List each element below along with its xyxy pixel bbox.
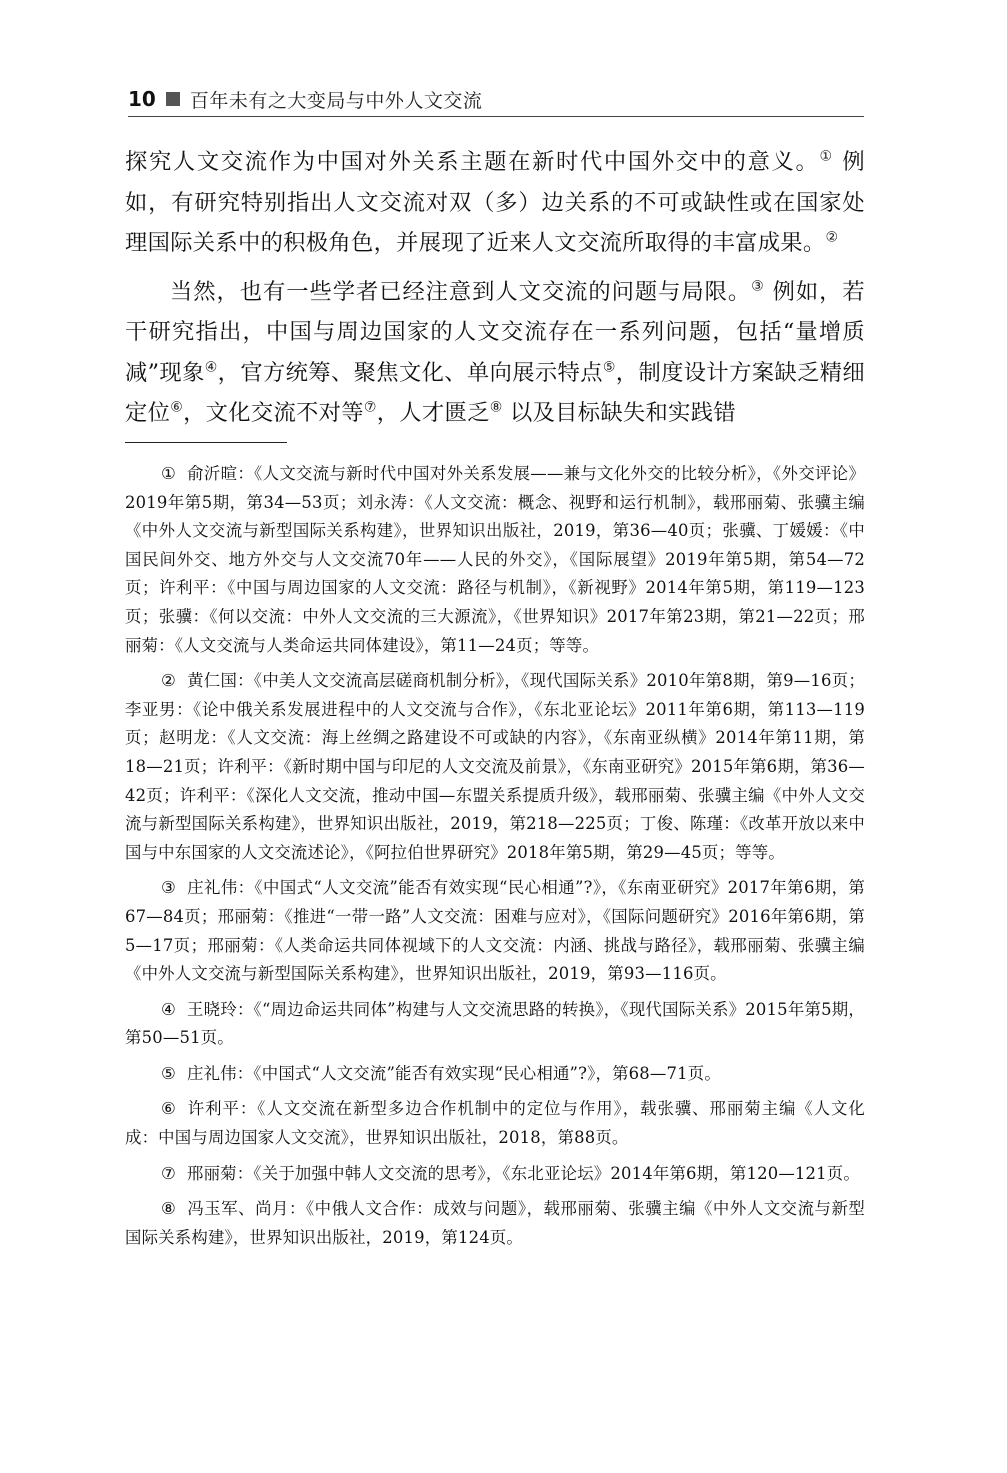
footnote-text: 许利平：《人文交流在新型多边合作机制中的定位与作用》，载张骥、邢丽菊主编《人文化成：中国与周边国家人文交流》，世界知识出版社，2018，第88页。 [125,1099,865,1148]
footnote-marker: ⑤ [161,1063,176,1083]
footnote-reference[interactable]: ② [825,229,839,246]
body-text-run: 例如，有研究特别指出人文交流对双（多）边关系的不可或缺性或在国家处理国际关系中的积极角色，并展现了近来人文交流所取得的丰富成果。 [125,149,865,256]
footnotes [125,460,865,1259]
body-paragraph [125,272,865,434]
footnote-marker: ⑦ [161,1163,176,1183]
footnote [125,874,865,988]
main-text [125,142,865,442]
footnote [125,1195,865,1252]
footnote-separator [125,442,287,443]
footnote-marker: ① [161,464,176,483]
footnote [125,1060,865,1089]
footnote-text: 庄礼伟：《中国式“人文交流”能否有效实现“民心相通”?》，第68—71页。 [187,1063,721,1083]
running-header [128,82,864,117]
footnote-text: 王晓玲：《“周边命运共同体”构建与人文交流思路的转换》，《现代国际关系》2015年第5期，第50—51页。 [125,999,865,1048]
footnote [125,460,865,660]
body-text-run: ，文化交流不对等 [183,400,364,426]
footnote [125,667,865,867]
header-square-icon [166,92,180,106]
footnote [125,1095,865,1152]
footnote-marker: ② [161,671,176,691]
body-paragraph [125,142,865,264]
footnote-reference[interactable]: ⑧ [489,399,503,416]
body-text-run: 以及目标缺失和实践错 [502,400,736,426]
body-text-run: 探究人文交流作为中国对外关系主题在新时代中国外交中的意义。 [125,149,820,175]
footnote-reference[interactable]: ⑦ [363,399,377,416]
footnote-text: 邢丽菊：《关于加强中韩人文交流的思考》，《东北亚论坛》2014年第6期，第120—121页。 [187,1163,860,1183]
footnote-text: 庄礼伟：《中国式“人文交流”能否有效实现“民心相通”?》，《东南亚研究》2017年第6期，第67—84页；邢丽菊：《推进“一带一路”人文交流：困难与应对》，《国际问题研究》2016年第6期，第5—17页；邢丽菊：《人类命运共同体视域下的人文交流：内涵、挑战与路径》，载邢丽菊、张骥主编《中外人文交流与新型国际关系构建》，世界知识出版社，2019，第93—116页。 [125,878,865,984]
footnote-reference[interactable]: ③ [751,278,765,295]
body-text-run: ，官方统筹、聚焦文化、单向展示特点 [217,359,603,386]
body-text-run: 当然，也有一些学者已经注意到人文交流的问题与局限。 [170,278,752,305]
footnote-reference[interactable]: ⑤ [602,359,616,376]
footnote-marker: ④ [161,999,176,1019]
footnote-text: 冯玉军、尚月：《中俄人文合作：成效与问题》，载邢丽菊、张骥主编《中外人文交流与新型国际关系构建》，世界知识出版社，2019，第124页。 [125,1199,865,1247]
footnote-reference[interactable]: ⑥ [170,399,184,416]
body-text-run: ，制度设计方案缺乏精细定位 [125,359,865,426]
body-text-run: 例如，若干研究指出，中国与周边国家的人文交流存在一系列问题，包括“量增质减”现象 [125,278,865,386]
page-number: 10 [128,87,156,111]
footnote [125,1160,865,1189]
footnote-marker: ⑥ [161,1099,176,1119]
footnote-text: 黄仁国：《中美人文交流高层磋商机制分析》，《现代国际关系》2010年第8期，第9—16页；李亚男：《论中俄关系发展进程中的人文交流与合作》，《东北亚论坛》2011年第6期，第113—119页；赵明龙：《人文交流：海上丝绸之路建设不可或缺的内容》，《东南亚纵横》2014年第11期，第18—21页；许利平：《新时期中国与印尼的人文交流及前景》，《东南亚研究》2015年第6期，第36—42页；许利平：《深化人文交流，推动中国—东盟关系提质升级》，载邢丽菊、张骥主编《中外人文交流与新型国际关系构建》，世界知识出版社，2019，第218—225页；丁俊、陈瑾：《改革开放以来中国与中东国家的人文交流述论》，《阿拉伯世界研究》2018年第5期，第29—45页；等等。 [125,671,865,862]
footnote-marker: ⑧ [161,1199,176,1219]
footnote-reference[interactable]: ④ [204,359,218,376]
body-text-run: ，人才匮乏 [376,400,490,426]
footnote-text: 俞沂暄：《人文交流与新时代中国对外关系发展——兼与文化外交的比较分析》，《外交评论》2019年第5期，第34—53页；刘永涛：《人文交流：概念、视野和运行机制》，载邢丽菊、张骥主编《中外人文交流与新型国际关系构建》，世界知识出版社，2019，第36—40页；张骥、丁媛媛：《中国民间外交、地方外交与人文交流70年——人民的外交》，《国际展望》2019年第5期，第54—72页；许利平：《中国与周边国家的人文交流：路径与机制》，《新视野》2014年第5期，第119—123页；张骥：《何以交流：中外人文交流的三大源流》，《世界知识》2017年第23期，第21—22页；邢丽菊：《人文交流与人类命运共同体建设》，第11—24页；等等。 [125,464,865,655]
footnote [125,996,865,1053]
book-title: 百年未有之大变局与中外人文交流 [189,89,483,112]
footnote-reference[interactable]: ① [819,148,834,165]
footnote-marker: ③ [161,878,176,898]
